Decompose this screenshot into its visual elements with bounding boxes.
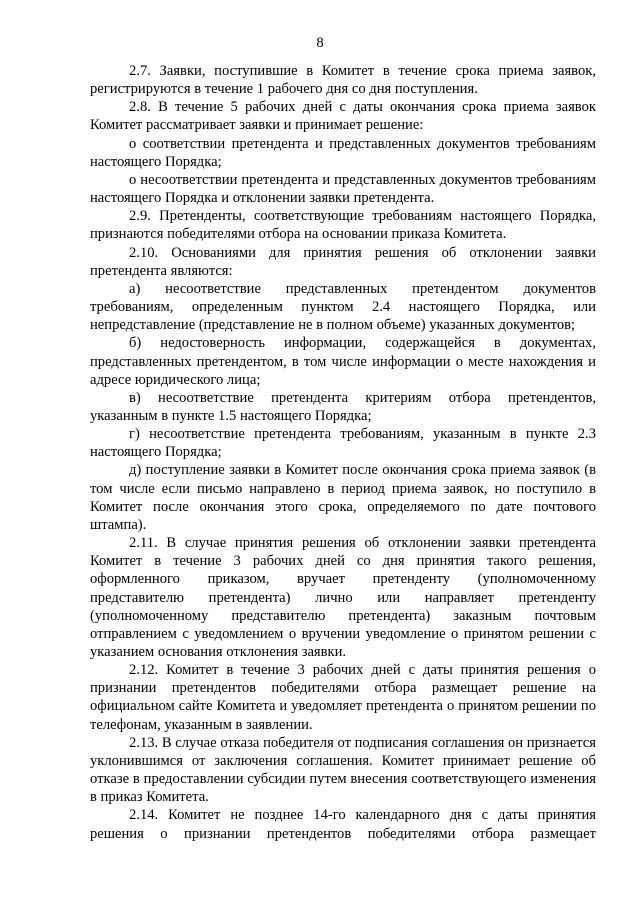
paragraph-2-10-item-d: д) поступление заявки в Комитет после окончания срока приема заявок (в том числе если письмо направлено в период приема заявок, но поступило в Комитет после окончания этого срока, определяемого по дате почтового штампа). (90, 462, 596, 533)
paragraph-2-14: 2.14. Комитет не позднее 14-го календарного дня с даты принятия решения о признании претендентов победителями отбора размещает (90, 807, 596, 842)
paragraph-2-9: 2.9. Претенденты, соответствующие требованиям настоящего Порядка, признаются победителями отбора на основании приказа Комитета. (90, 208, 596, 243)
paragraph-2-10-item-g: г) несоответствие претендента требованиям, указанным в пункте 2.3 настоящего Порядка; (90, 426, 596, 461)
paragraph-2-12: 2.12. Комитет в течение 3 рабочих дней с даты принятия решения о признании претендентов победителями отбора размещает решение на официальном сайте Комитета и уведомляет претендента о принятом решении по телефонам, указанным в заявлении. (90, 662, 596, 733)
page-number: 8 (316, 35, 324, 51)
paragraph-2-8-item-conformity: о соответствии претендента и представленных документов требованиям настоящего Порядка; (90, 135, 596, 170)
paragraph-2-8-item-nonconformity: о несоответствии претендента и представленных документов требованиям настоящего Порядка и отклонении заявки претендента. (90, 171, 596, 207)
paragraph-2-10-item-a: а) несоответствие представленных претендентом документов требованиям, определенным пунктом 2.4 настоящего Порядка, или непредставление (представление не в полном объеме) указанных документов; (90, 280, 596, 334)
paragraph-2-11: 2.11. В случае принятия решения об отклонении заявки претендента Комитет в течение 3 рабочих дней со дня принятия такого решения, оформленного приказом, вручает претенденту (уполномоченному представителю претендента) лично или направляет претенденту (уполномоченному представителю претендента) заказным почтовым отправлением с уведомлением о вручении уведомление о принятом решении с указанием основания отклонения заявки. (90, 535, 596, 660)
document-body (90, 62, 596, 843)
paragraph-2-13: 2.13. В случае отказа победителя от подписания соглашения он признается уклонившимся от заключения соглашения. Комитет принимает решение об отказе в предоставлении субсидии путем внесения соответствующего изменения в приказ Комитета. (90, 734, 596, 806)
paragraph-2-7: 2.7. Заявки, поступившие в Комитет в течение срока приема заявок, регистрируются в течение 1 рабочего дня со дня поступления. (90, 63, 596, 98)
paragraph-2-10: 2.10. Основаниями для принятия решения об отклонении заявки претендента являются: (90, 244, 596, 279)
paragraph-2-10-item-b: б) недостоверность информации, содержащейся в документах, представленных претендентом, в том числе информации о месте нахождения и адресе юридического лица; (90, 335, 596, 388)
paragraph-2-8: 2.8. В течение 5 рабочих дней с даты окончания срока приема заявок Комитет рассматривает заявки и принимает решение: (90, 99, 596, 134)
paragraph-2-10-item-v: в) несоответствие претендента критериям отбора претендентов, указанным в пункте 1.5 настоящего Порядка; (90, 389, 596, 424)
